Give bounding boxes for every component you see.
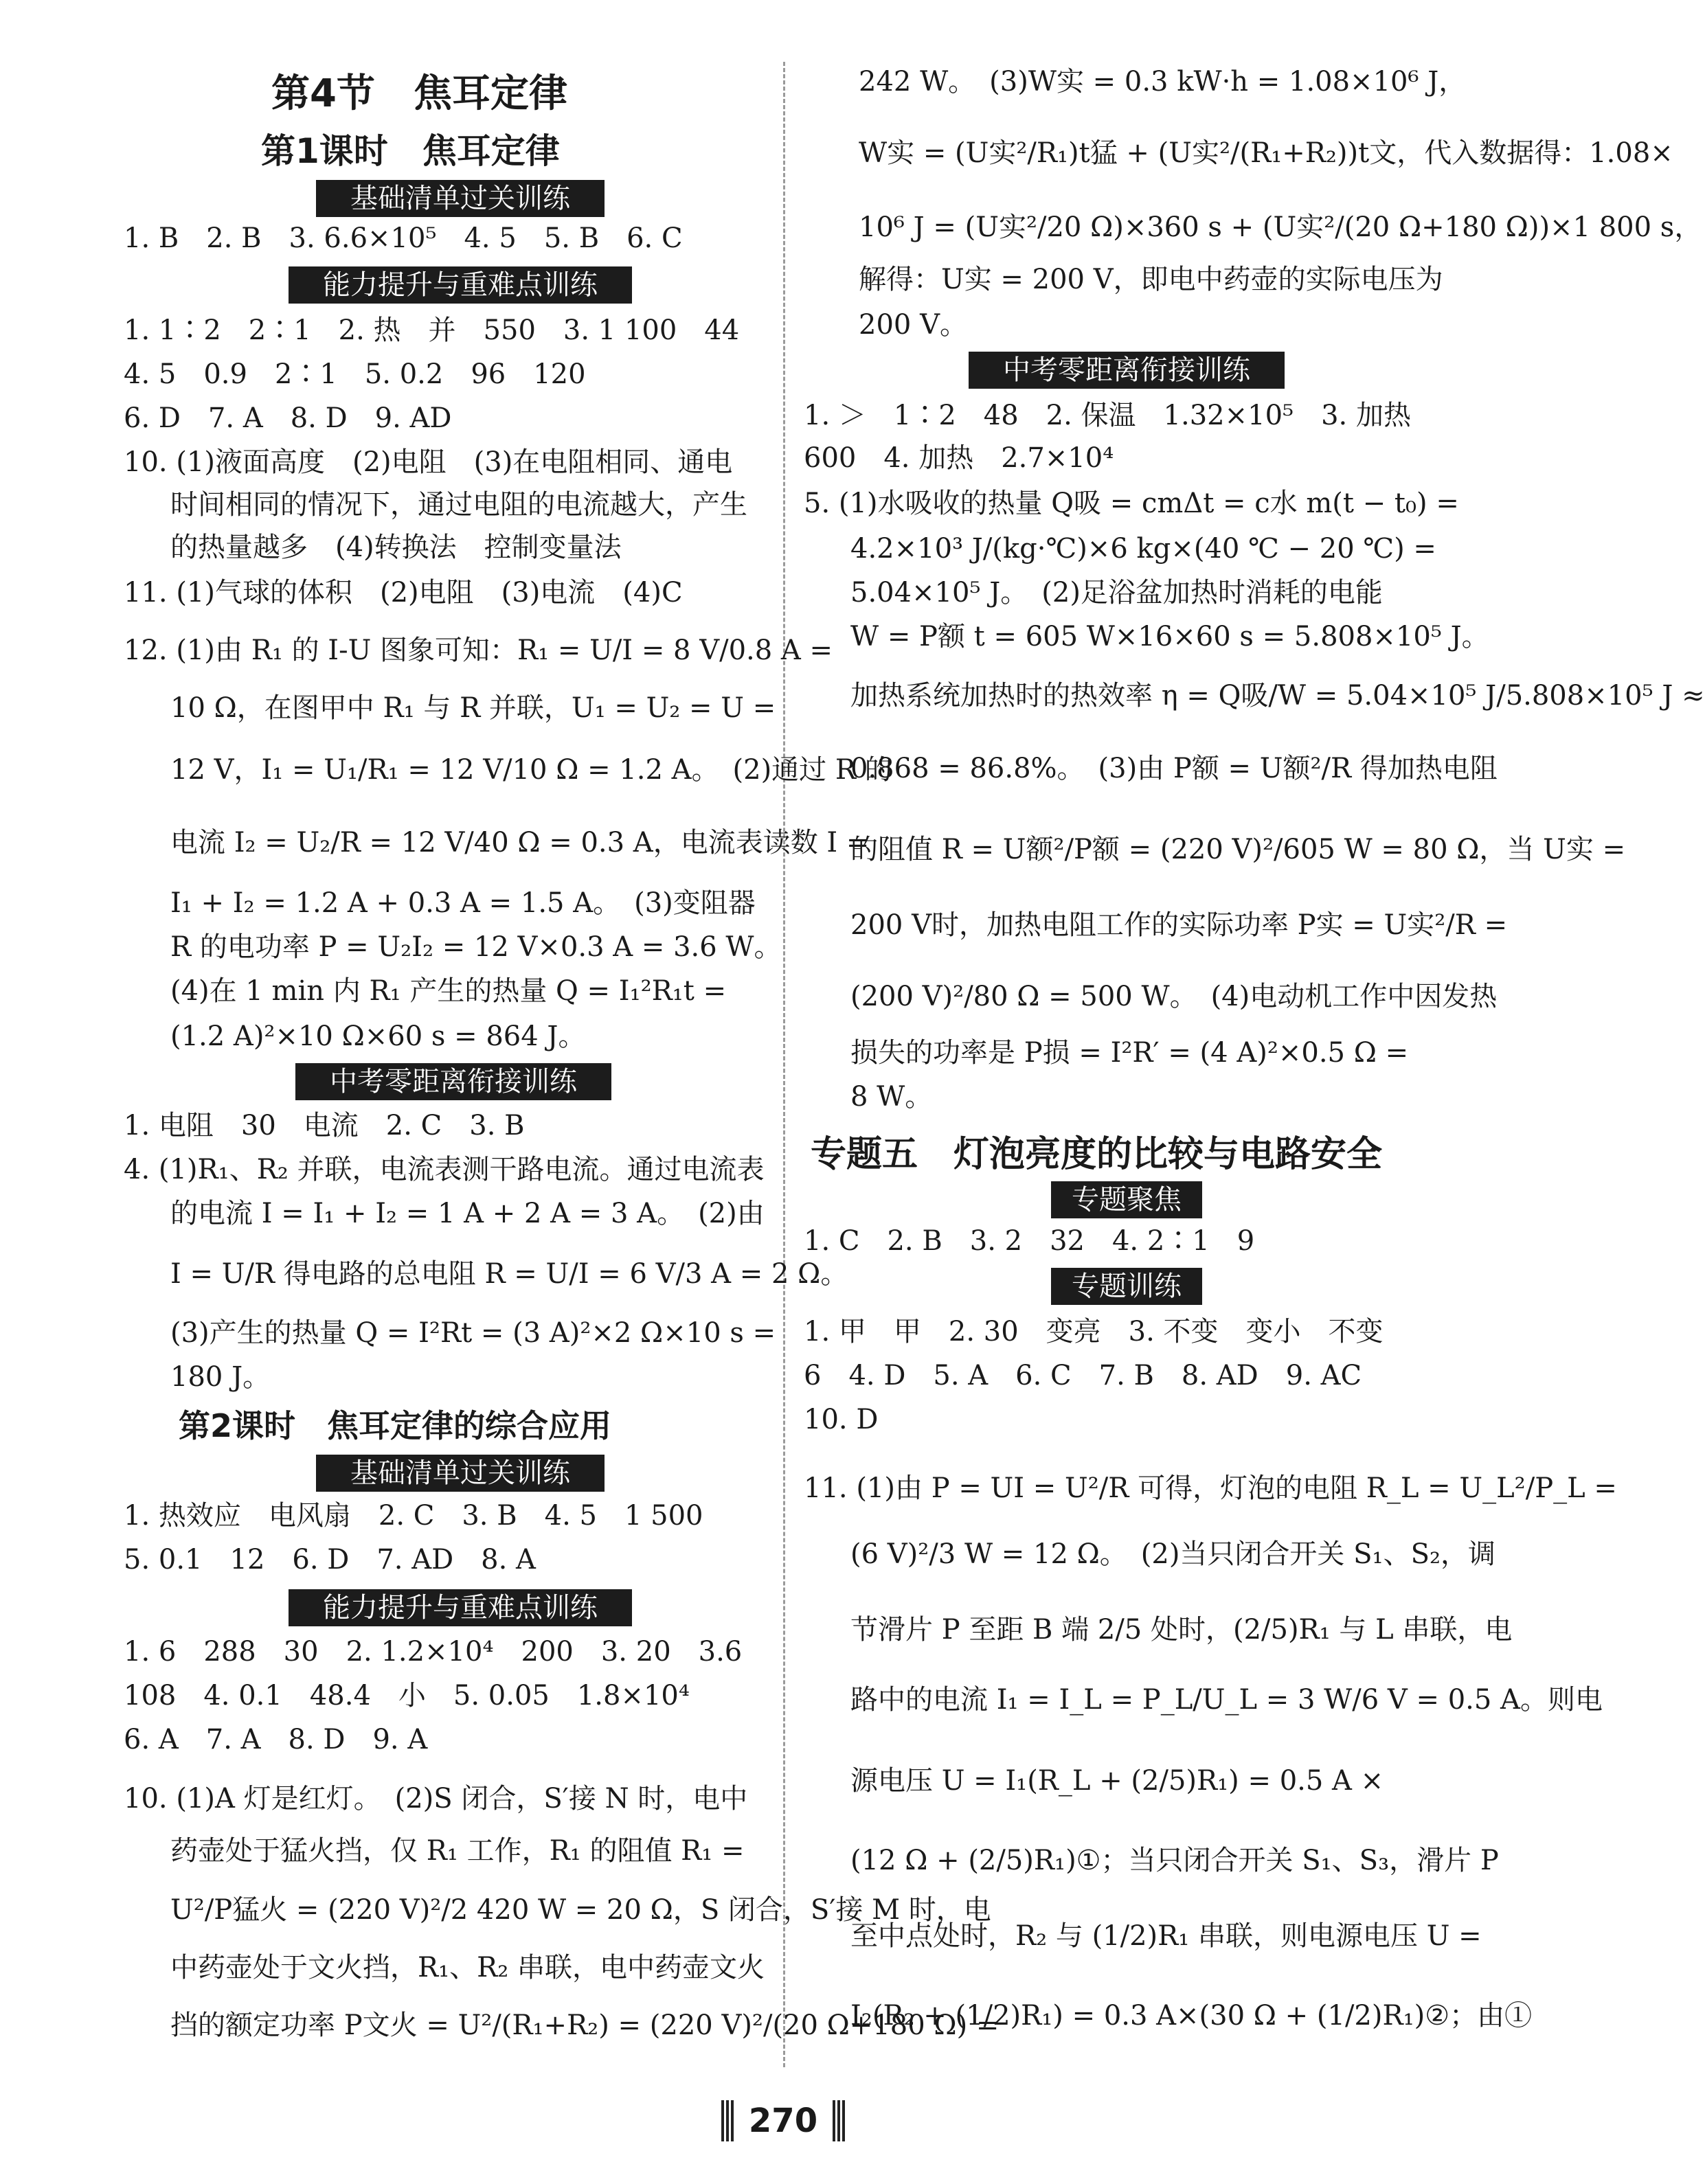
answer-line: 4. (1)R₁、R₂ 并联，电流表测干路电流。通过电流表 [124,1154,765,1185]
answer-line: 108 4. 0.1 48.4 小 5. 0.05 1.8×10⁴ [124,1680,690,1711]
answer-line: 4.2×10³ J/(kg·℃)×6 kg×(40 ℃ − 20 ℃) = [850,533,1436,565]
answer-line: (3)产生的热量 Q = I²Rt = (3 A)²×2 Ω×10 s = [170,1317,776,1349]
answer-line: 0.868 = 86.8%。 (3)由 P额 = U额²/R 得加热电阻 [850,753,1498,784]
answer-line: 10. (1)液面高度 (2)电阻 (3)在电阻相同、通电 [124,446,733,478]
section-title: 第4节 焦耳定律 [271,71,567,116]
answer-line: 600 4. 加热 2.7×10⁴ [804,442,1114,474]
answer-line: 1. ＞ 1∶2 48 2. 保温 1.32×10⁵ 3. 加热 [804,400,1411,431]
column-divider [783,62,785,2067]
answer-line: 1. C 2. B 3. 2 32 4. 2∶1 9 [804,1225,1255,1257]
answer-line: 解得：U实 = 200 V，即电中药壶的实际电压为 [859,264,1443,295]
answer-line: I₁ + I₂ = 1.2 A + 0.3 A = 1.5 A。 (3)变阻器 [170,887,756,919]
answer-line: 加热系统加热时的热效率 η = Q吸/W = 5.04×10⁵ J/5.808×10⁵ J ≈ [850,680,1705,712]
answer-line: 5. (1)水吸收的热量 Q吸 = cmΔt = c水 m(t − t₀) = [804,488,1459,519]
lesson2-title: 第2课时 焦耳定律的综合应用 [179,1407,612,1444]
answer-line: 10 Ω，在图甲中 R₁ 与 R 并联，U₁ = U₂ = U = [170,692,776,724]
answer-line: 1. 1∶2 2∶1 2. 热 并 550 3. 1 100 44 [124,315,740,346]
section-bar-basic: 基础清单过关训练 [316,180,605,217]
answer-line: 10⁶ J = (U实²/20 Ω)×360 s + (U实²/(20 Ω+180 Ω))×1 800 s， [859,212,1702,243]
answer-line: (200 V)²/80 Ω = 500 W。 (4)电动机工作中因发热 [850,981,1498,1012]
answer-line: 1. 热效应 电风扇 2. C 3. B 4. 5 1 500 [124,1500,703,1532]
answer-line: 至中点处时，R₂ 与 (1/2)R₁ 串联，则电源电压 U = [850,1920,1482,1952]
answer-line: 4. 5 0.9 2∶1 5. 0.2 96 120 [124,359,586,390]
answer-line: 180 J。 [170,1361,271,1393]
answer-line: W = P额 t = 605 W×16×60 s = 5.808×10⁵ J。 [850,621,1489,652]
answer-line: U²/P猛火 = (220 V)²/2 420 W = 20 Ω，S 闭合，S′接 M 时，电 [170,1894,991,1926]
answer-line: 11. (1)由 P = UI = U²/R 可得，灯泡的电阻 R_L = U_L²/P_L = [804,1472,1617,1504]
answer-line: 时间相同的情况下，通过电阻的电流越大，产生 [170,489,747,521]
answer-line: 5.04×10⁵ J。 (2)足浴盆加热时消耗的电能 [850,577,1383,608]
answer-line: 6. D 7. A 8. D 9. AD [124,402,452,434]
answer-line: 中药壶处于文火挡，R₁、R₂ 串联，电中药壶文火 [170,1952,765,1983]
section-bar-basic-2: 基础清单过关训练 [316,1455,605,1492]
answer-line: 8 W。 [850,1081,933,1113]
answer-line: 挡的额定功率 P文火 = U²/(R₁+R₂) = (220 V)²/(20 Ω+180 Ω) = [170,2010,1000,2041]
answer-line: (4)在 1 min 内 R₁ 产生的热量 Q = I₁²R₁t = [170,975,727,1007]
topic-title: 专题五 灯泡亮度的比较与电路安全 [811,1134,1383,1175]
answer-line: 6 4. D 5. A 6. C 7. B 8. AD 9. AC [804,1360,1362,1391]
answer-line: (1.2 A)²×10 Ω×60 s = 864 J。 [170,1021,586,1052]
answer-line: 电流 I₂ = U₂/R = 12 V/40 Ω = 0.3 A，电流表读数 I = [170,827,870,858]
section-bar-training: 专题训练 [1051,1268,1202,1305]
answer-line: 1. B 2. B 3. 6.6×10⁵ 4. 5 5. B 6. C [124,223,683,254]
section-bar-exam-2: 中考零距离衔接训练 [969,352,1285,389]
answer-line: 1. 6 288 30 2. 1.2×10⁴ 200 3. 20 3.6 [124,1636,743,1668]
page-number: 270 [748,2102,818,2140]
answer-line: I = U/R 得电路的总电阻 R = U/I = 6 V/3 A = 2 Ω。 [170,1258,848,1290]
page-number-ornament-right [833,2100,845,2141]
answer-line: R 的电功率 P = U₂I₂ = 12 V×0.3 A = 3.6 W。 [170,931,782,963]
answer-line: 1. 甲 甲 2. 30 变亮 3. 不变 变小 不变 [804,1316,1384,1347]
answer-line: 10. D [804,1404,879,1435]
answer-line: 12 V，I₁ = U₁/R₁ = 12 V/10 Ω = 1.2 A。 (2)通过 R 的 [170,754,892,786]
answer-line: 的电流 I = I₁ + I₂ = 1 A + 2 A = 3 A。 (2)由 [170,1198,765,1229]
answer-line: 药壶处于猛火挡，仅 R₁ 工作，R₁ 的阻值 R₁ = [170,1835,745,1867]
answer-line: 10. (1)A 灯是红灯。 (2)S 闭合，S′接 N 时，电中 [124,1783,748,1815]
answer-line: 节滑片 P 至距 B 端 2/5 处时，(2/5)R₁ 与 L 串联，电 [850,1614,1513,1646]
section-bar-advanced-2: 能力提升与重难点训练 [289,1589,632,1626]
answer-line: 200 V时，加热电阻工作的实际功率 P实 = U实²/R = [850,909,1508,941]
answer-line: 损失的功率是 P损 = I²R′ = (4 A)²×0.5 Ω = [850,1037,1409,1069]
answer-line: (6 V)²/3 W = 12 Ω。 (2)当只闭合开关 S₁、S₂，调 [850,1538,1496,1570]
answer-line: (12 Ω + (2/5)R₁)①；当只闭合开关 S₁、S₃，滑片 P [850,1845,1499,1876]
answer-line: 242 W。 (3)W实 = 0.3 kW·h = 1.08×10⁶ J， [859,66,1467,98]
section-bar-focus: 专题聚焦 [1051,1181,1202,1218]
section-bar-advanced: 能力提升与重难点训练 [289,266,632,304]
answer-line: 路中的电流 I₁ = I_L = P_L/U_L = 3 W/6 V = 0.5 A。则电 [850,1684,1603,1716]
section-bar-exam: 中考零距离衔接训练 [295,1063,611,1100]
answer-line: 6. A 7. A 8. D 9. A [124,1724,428,1755]
answer-line: 的热量越多 (4)转换法 控制变量法 [170,532,622,563]
answer-line: 1. 电阻 30 电流 2. C 3. B [124,1110,525,1141]
answer-line: 200 V。 [859,309,967,341]
lesson1-title: 第1课时 焦耳定律 [261,131,560,171]
answer-line: I₂(R₂ + (1/2)R₁) = 0.3 A×(30 Ω + (1/2)R₁)②；由① [850,2000,1533,2032]
answer-line: 源电压 U = I₁(R_L + (2/5)R₁) = 0.5 A × [850,1765,1384,1797]
answer-line: 11. (1)气球的体积 (2)电阻 (3)电流 (4)C [124,577,683,608]
answer-line: 5. 0.1 12 6. D 7. AD 8. A [124,1544,536,1576]
answer-line: W实 = (U实²/R₁)t猛 + (U实²/(R₁+R₂))t文，代入数据得：1.08× [859,137,1673,169]
answer-line: 12. (1)由 R₁ 的 I-U 图象可知：R₁ = U/I = 8 V/0.8 A = [124,635,833,666]
answer-line: 的阻值 R = U额²/P额 = (220 V)²/605 W = 80 Ω，当 U实 = [850,834,1626,865]
